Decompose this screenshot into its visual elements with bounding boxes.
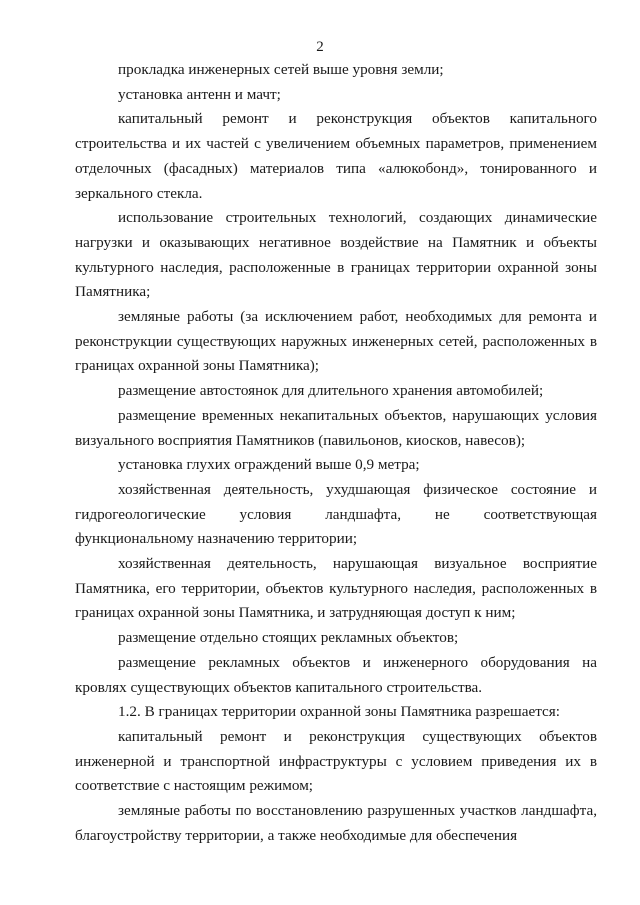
paragraph: хозяйственная деятельность, ухудшающая физическое состояние и гидрогеологические условия ландшафта, не соответствующая функциональному назначению территории; — [75, 480, 597, 548]
section-heading: 1.2. В границах территории охранной зоны Памятника разрешается: — [118, 703, 561, 721]
page-number: 2 — [316, 39, 324, 55]
paragraph: капитальный ремонт и реконструкция существующих объектов инженерной и транспортной инфраструктуры с условием приведения их в соответствие с настоящим режимом; — [75, 727, 597, 795]
paragraph: использование строительных технологий, создающих динамические нагрузки и оказывающих негативное воздействие на Памятник и объекты культурного наследия, расположенные в границах территории охранной зоны Памятника; — [75, 209, 597, 301]
paragraph: размещение временных некапитальных объектов, нарушающих условия визуального восприятия Памятников (павильонов, киосков, навесов); — [75, 406, 597, 449]
paragraph: земляные работы (за исключением работ, необходимых для ремонта и реконструкции существующих наружных инженерных сетей, расположенных в границах охранной зоны Памятника); — [75, 308, 597, 375]
body-text — [75, 58, 597, 849]
paragraph: установка антенн и мачт; — [118, 85, 281, 103]
paragraph: размещение отдельно стоящих рекламных объектов; — [118, 629, 459, 647]
paragraph: капитальный ремонт и реконструкция объектов капитального строительства и их частей с увеличением объемных параметров, применением отделочных (фасадных) материалов типа «алюкобонд», тонированного и зеркального стекла. — [75, 110, 597, 202]
paragraph: размещение рекламных объектов и инженерного оборудования на кровлях существующих объектов капитального строительства. — [75, 653, 597, 696]
paragraph: установка глухих ограждений выше 0,9 метра; — [118, 456, 420, 474]
paragraph: хозяйственная деятельность, нарушающая визуальное восприятие Памятника, его территории, объектов культурного наследия, расположенных в границах охранной зоны Памятника, и затрудняющая доступ к ним; — [75, 555, 597, 622]
paragraph: прокладка инженерных сетей выше уровня земли; — [118, 61, 444, 78]
paragraph: размещение автостоянок для длительного хранения автомобилей; — [118, 382, 544, 400]
paragraph: земляные работы по восстановлению разрушенных участков ландшафта, благоустройству территории, а также необходимые для обеспечения — [75, 802, 597, 844]
